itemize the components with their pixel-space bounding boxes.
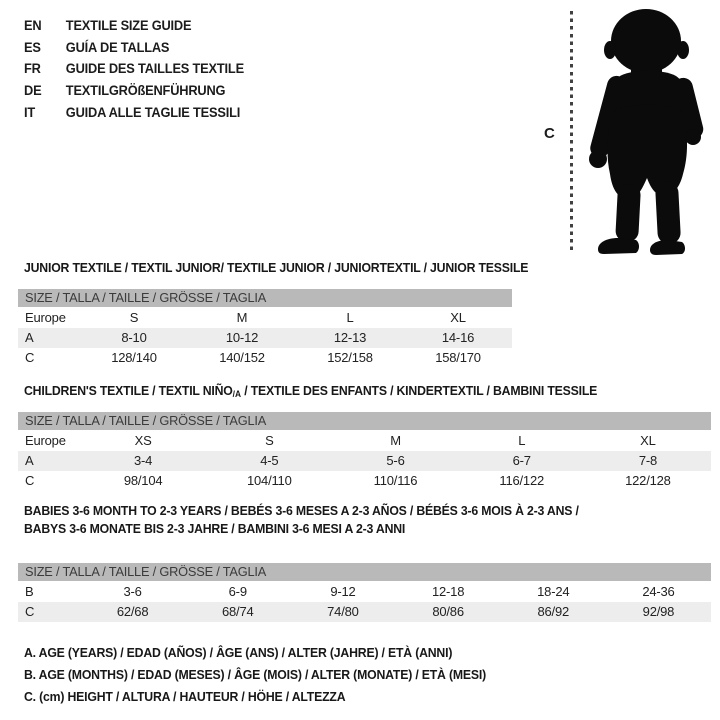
height-measure-dashed-line: [570, 11, 573, 254]
language-label: GUIDA ALLE TAGLIE TESSILI: [65, 104, 241, 120]
note-age-years: A. AGE (YEARS) / EDAD (AÑOS) / ÂGE (ANS) / ALTER (JAHRE) / ETÀ (ANNI): [24, 645, 453, 660]
row-label: Europe: [25, 433, 66, 448]
child-silhouette-icon: [584, 6, 712, 257]
height-cell: 128/140: [111, 350, 157, 365]
row-label: C: [25, 350, 35, 365]
language-label: TEXTILE SIZE GUIDE: [65, 18, 192, 34]
size-cell: M: [236, 310, 248, 325]
age-cell: 8-10: [121, 330, 147, 345]
months-cell: 24-36: [642, 584, 675, 599]
junior-section-title: JUNIOR TEXTILE / TEXTIL JUNIOR/ TEXTILE JUNIOR / JUNIORTEXTIL / JUNIOR TESSILE: [24, 260, 529, 275]
language-label: GUIDE DES TAILLES TEXTILE: [65, 61, 244, 77]
height-cell: 68/74: [221, 604, 254, 619]
language-code: DE: [24, 83, 42, 99]
row-label: C: [25, 473, 35, 488]
language-code: IT: [24, 104, 36, 120]
babies-section-title-line1: BABIES 3-6 MONTH TO 2-3 YEARS / BEBÉS 3-6 MESES A 2-3 AÑOS / BÉBÉS 3-6 MOIS À 2-3 ANS /: [24, 503, 579, 518]
size-header-band: SIZE / TALLA / TAILLE / GRÖSSE / TAGLIA: [18, 289, 512, 307]
row-label: A: [25, 330, 34, 345]
height-cell: 140/152: [219, 350, 265, 365]
junior-size-table: [18, 289, 512, 368]
table-row-europe: [18, 308, 512, 328]
table-row-months: [18, 582, 711, 602]
language-label: GUÍA DE TALLAS: [65, 39, 170, 55]
note-age-months: B. AGE (MONTHS) / EDAD (MESES) / ÂGE (MOIS) / ALTER (MONATE) / ETÀ (MESI): [24, 667, 486, 682]
table-row-height: [18, 602, 711, 622]
language-code: ES: [24, 39, 41, 55]
size-header-band: SIZE / TALLA / TAILLE / GRÖSSE / TAGLIA: [18, 563, 711, 581]
language-title-list: [24, 15, 244, 123]
age-cell: 4-5: [260, 453, 279, 468]
language-row-en: [24, 15, 244, 37]
size-cell: L: [518, 433, 526, 448]
age-cell: 12-13: [333, 330, 367, 345]
months-cell: 3-6: [123, 584, 142, 599]
months-cell: 9-12: [330, 584, 356, 599]
size-cell: XL: [450, 310, 466, 325]
table-row-age: [18, 451, 711, 471]
months-cell: 6-9: [228, 584, 247, 599]
size-cell: M: [390, 433, 401, 448]
language-row-es: [24, 37, 244, 59]
size-header-band: SIZE / TALLA / TAILLE / GRÖSSE / TAGLIA: [18, 412, 711, 430]
table-row-europe: [18, 431, 711, 451]
row-label: Europe: [25, 310, 66, 325]
children-title-sub: /A: [232, 389, 242, 399]
size-cell: S: [129, 310, 139, 325]
height-cell: 158/170: [435, 350, 481, 365]
babies-section-title-line2: BABYS 3-6 MONATE BIS 2-3 JAHRE / BAMBINI 3-6 MESI A 2-3 ANNI: [24, 521, 406, 536]
height-cell: 104/110: [246, 473, 292, 488]
months-cell: 18-24: [537, 584, 570, 599]
child-figure: [540, 5, 718, 257]
size-cell: S: [265, 433, 274, 448]
row-label: A: [25, 453, 34, 468]
children-section-title: [24, 383, 597, 399]
size-cell: L: [346, 310, 354, 325]
height-cell: 122/128: [625, 473, 671, 488]
size-cell: XS: [134, 433, 152, 448]
language-row-de: [24, 80, 244, 102]
children-title-post: / TEXTILE DES ENFANTS / KINDERTEXTIL / BAMBINI TESSILE: [241, 383, 598, 398]
children-title-pre: CHILDREN'S TEXTILE / TEXTIL NIÑO: [24, 383, 233, 398]
age-cell: 3-4: [134, 453, 153, 468]
height-cell: 62/68: [116, 604, 149, 619]
height-cell: 92/98: [642, 604, 675, 619]
height-cell: 116/122: [499, 473, 545, 488]
size-cell: XL: [640, 433, 656, 448]
table-row-age: [18, 328, 512, 348]
age-cell: 14-16: [441, 330, 475, 345]
row-label: C: [25, 604, 35, 619]
height-cell: 74/80: [327, 604, 359, 619]
row-label: B: [25, 584, 34, 599]
height-cell: 98/104: [123, 473, 163, 488]
age-cell: 7-8: [638, 453, 658, 468]
height-cell: 86/92: [537, 604, 570, 619]
babies-size-table: [18, 563, 711, 622]
height-cell: 80/86: [432, 604, 464, 619]
table-row-height: [18, 471, 711, 491]
height-measure-label: C: [544, 125, 555, 142]
age-cell: 5-6: [386, 453, 405, 468]
language-code: FR: [24, 61, 41, 77]
language-label: TEXTILGRÖßENFÜHRUNG: [65, 83, 226, 99]
children-size-table: [18, 412, 711, 491]
age-cell: 6-7: [512, 453, 531, 468]
age-cell: 10-12: [225, 330, 259, 345]
language-row-it: [24, 101, 244, 123]
table-row-height: [18, 348, 512, 368]
note-height-cm: C. (cm) HEIGHT / ALTURA / HAUTEUR / HÖHE / ALTEZZA: [24, 689, 346, 704]
language-row-fr: [24, 58, 244, 80]
language-code: EN: [24, 18, 42, 34]
months-cell: 12-18: [431, 584, 465, 599]
height-cell: 110/116: [373, 473, 418, 488]
legend-notes: [24, 642, 521, 708]
height-cell: 152/158: [327, 350, 373, 365]
